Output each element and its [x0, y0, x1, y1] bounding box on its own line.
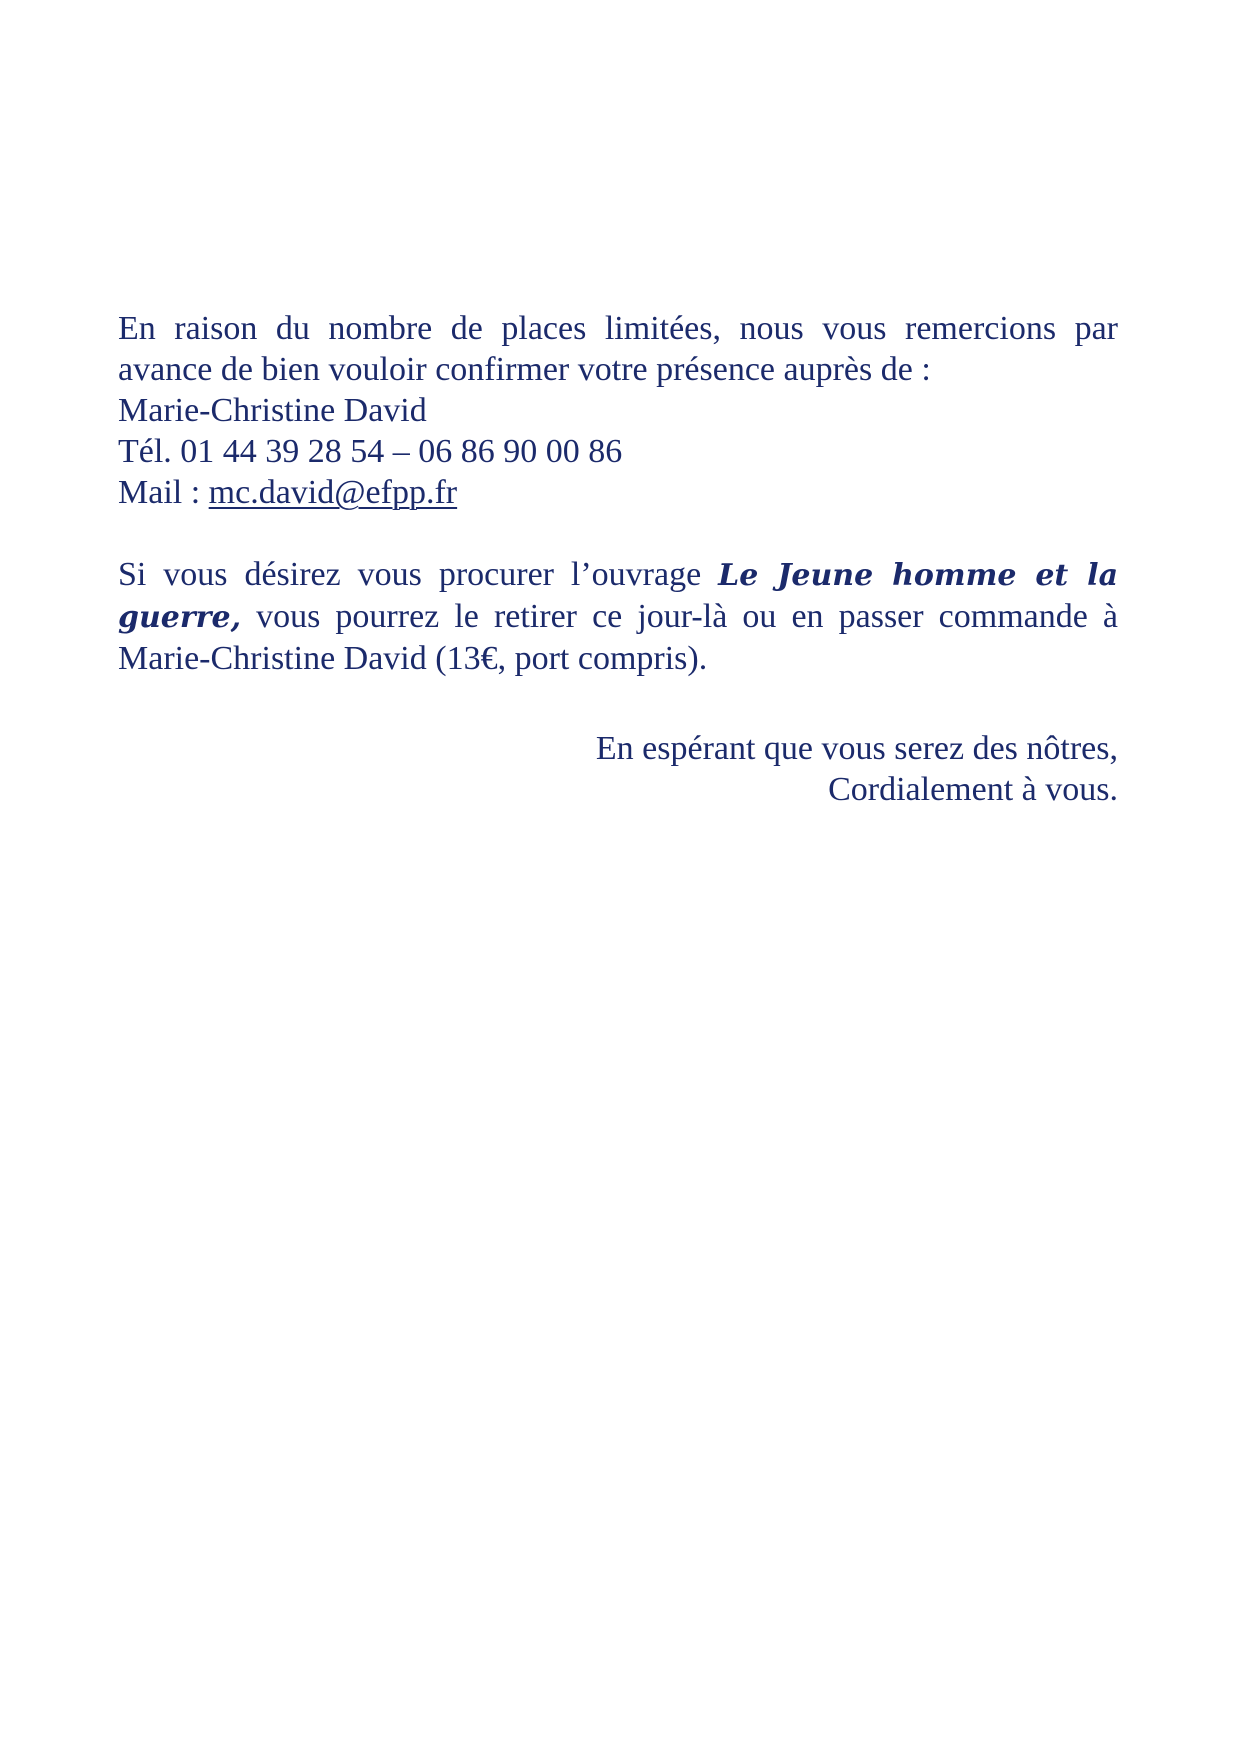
book-intro: Si vous désirez vous procurer l’ouvrage — [118, 556, 719, 593]
paragraph-gap — [118, 513, 1118, 554]
contact-name: Marie-Christine David — [118, 392, 427, 429]
closing-line-2: Cordialement à vous. — [828, 771, 1118, 808]
book-after-title: vous pourrez le retirer ce jour-là ou en passer commande à — [241, 598, 1118, 635]
closing-spacer — [118, 720, 1118, 728]
book-line-2 — [118, 596, 1118, 638]
mail-link[interactable]: mc.david@efpp.fr — [208, 474, 458, 511]
rsvp-line-1: En raison du nombre de places limitées, nous vous remercions par — [118, 310, 1118, 347]
rsvp-paragraph — [118, 308, 1118, 513]
book-paragraph — [118, 554, 1118, 679]
book-title-part-1: Le Jeune homme et la — [718, 558, 1119, 593]
rsvp-line-2: avance de bien vouloir confirmer votre présence auprès de : — [118, 351, 931, 388]
book-line-1 — [118, 554, 1118, 596]
book-line-3: Marie-Christine David (13€, port compris). — [118, 640, 708, 677]
closing-line-1: En espérant que vous serez des nôtres, — [595, 730, 1118, 767]
mail-label: Mail : — [118, 474, 209, 511]
contact-phone: Tél. 01 44 39 28 54 – 06 86 90 00 86 — [118, 433, 623, 470]
book-title-part-2: guerre, — [118, 600, 242, 635]
letter-body — [118, 308, 1118, 810]
closing-block — [118, 728, 1118, 810]
paragraph-gap-2 — [118, 679, 1118, 720]
contact-mail-line — [118, 472, 1118, 513]
